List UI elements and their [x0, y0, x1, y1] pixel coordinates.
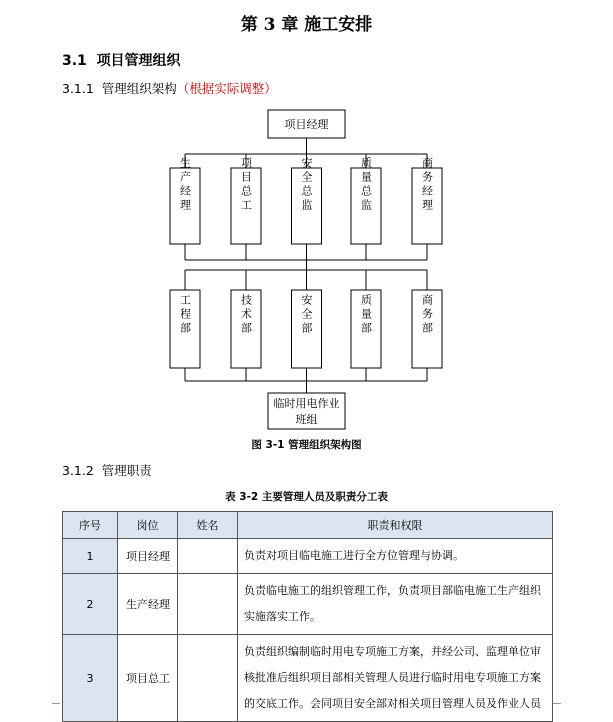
cell-name — [178, 574, 238, 635]
org-box-bottom-label: 临时用电作业 — [273, 397, 340, 410]
figure-caption: 图 3-1 管理组织架构图 — [251, 439, 362, 451]
duty-line: 核批准后组织项目部相关管理人员进行临时用电专项施工方案 — [244, 671, 541, 684]
section-title: 项目管理组织 — [96, 53, 181, 69]
duty-line: 负责组织编制临时用电专项施工方案，并经公司、监理单位审 — [244, 645, 541, 658]
subsection-title: 管理组织架构 — [101, 81, 177, 96]
org-box-level3-label: 安全部 — [300, 294, 313, 336]
org-box-top-label: 项目经理 — [284, 118, 329, 131]
org-box-level2-label: 质量总监 — [359, 157, 373, 213]
subsection-heading-duties — [62, 461, 152, 479]
subsection-note: （根据实际调整） — [176, 81, 277, 96]
cell-post: 项目总工 — [118, 635, 178, 722]
org-box-top — [268, 110, 345, 138]
org-box-level2 — [170, 156, 200, 244]
org-box-level2-label: 项目总工 — [239, 157, 253, 213]
org-box-level2 — [231, 157, 261, 244]
table-row — [63, 539, 553, 574]
duty-table — [62, 511, 553, 722]
cell-no: 1 — [63, 539, 118, 574]
duty-line: 负责临电施工的组织管理工作，负责项目部临电施工生产组织 — [244, 584, 541, 597]
org-box-level3 — [292, 290, 322, 368]
subsection-title: 管理职责 — [101, 463, 152, 478]
header-duties: 职责和权限 — [238, 512, 553, 539]
header-no: 序号 — [63, 512, 118, 539]
table-row — [63, 574, 553, 635]
org-box-level3 — [351, 290, 381, 368]
table-caption: 表 3-2 主要管理人员及职责分工表 — [225, 491, 388, 503]
org-box-level3 — [231, 290, 261, 368]
org-box-level3-label: 技术部 — [239, 294, 253, 336]
header-name: 姓名 — [178, 512, 238, 539]
cell-no: 3 — [63, 635, 118, 722]
cell-duties — [238, 635, 553, 722]
duty-line: 负责对项目临电施工进行全方位管理与协调。 — [244, 549, 464, 562]
org-box-level2 — [351, 156, 381, 244]
org-box-level3-label: 工程部 — [178, 294, 192, 336]
org-box-bottom-label: 班组 — [295, 413, 318, 426]
table-row — [63, 635, 553, 722]
cell-name — [178, 635, 238, 722]
org-box-level3 — [412, 290, 442, 368]
org-box-level2 — [412, 156, 442, 244]
subsection-number: 3.1.1 — [62, 81, 94, 96]
org-box-level2-label: 商务经理 — [420, 157, 434, 213]
org-box-level3-label: 质量部 — [359, 294, 373, 336]
cell-duties — [238, 539, 553, 574]
org-box-level2-label: 生产经理 — [178, 157, 192, 213]
cell-name — [178, 539, 238, 574]
header-post: 岗位 — [118, 512, 178, 539]
duty-line: 实施落实工作。 — [244, 610, 321, 623]
duty-line: 的交底工作。会同项目安全部对相关项目管理人员及作业人员 — [244, 697, 541, 710]
subsection-number: 3.1.2 — [62, 463, 94, 478]
cell-post: 生产经理 — [118, 574, 178, 635]
org-box-level2 — [292, 156, 322, 244]
org-box-bottom — [268, 393, 345, 429]
chapter-title: 第 3 章 施工安排 — [240, 15, 373, 35]
cell-duties — [238, 574, 553, 635]
cell-post: 项目经理 — [118, 539, 178, 574]
table-header-row — [63, 512, 553, 539]
section-number: 3.1 — [62, 53, 87, 69]
org-box-level3 — [170, 290, 200, 368]
org-box-level2-label: 安全总监 — [300, 157, 313, 213]
org-box-level3-label: 商务部 — [420, 294, 434, 336]
cell-no: 2 — [63, 574, 118, 635]
